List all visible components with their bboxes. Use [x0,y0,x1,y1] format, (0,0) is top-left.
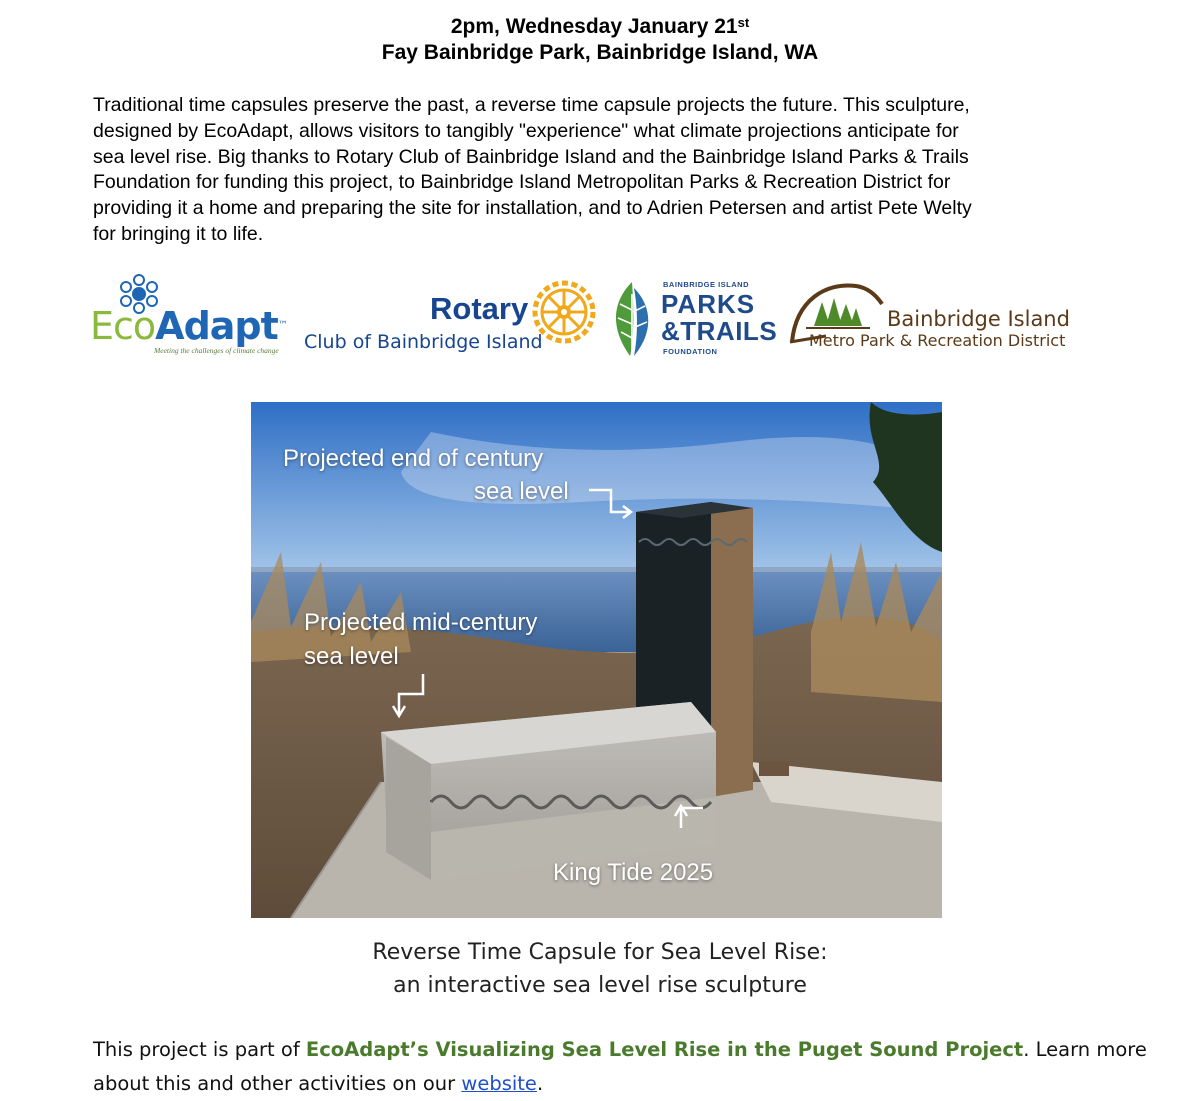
intro-line: providing it a home and preparing the site for installation, and to Adrien Petersen and artist Pete Welty [93,197,972,220]
sponsor-logos [88,270,1088,365]
mid-century-label-2: sea level [304,643,399,670]
king-tide-label: King Tide 2025 [553,859,714,886]
ecoadapt-adapt-text: Adapt [155,304,278,348]
footer-line2 [93,1067,1113,1101]
parks-line2: &TRAILS [661,316,778,346]
footer-line2-prefix: about this and other activities on our [93,1072,462,1095]
rotary-wheel-icon [532,280,596,344]
intro-line: for bringing it to life. [93,222,264,245]
parks-bottom-text: FOUNDATION [663,347,718,356]
footer-mid: . Learn more [1023,1038,1147,1061]
ecoadapt-tagline: Meeting the challenges of climate change [154,346,279,355]
footer-paragraph [93,1033,1147,1101]
event-time [0,14,1200,39]
sculpture-photo [251,402,942,918]
parks-trails-logo [608,278,788,360]
footer-suffix: . [536,1072,544,1095]
photo-caption-line1: Reverse Time Capsule for Sea Level Rise: [372,940,828,965]
metro-parks-logo [786,280,1086,362]
parks-line1: PARKS [661,289,756,319]
footer-line1 [93,1033,1147,1067]
website-link[interactable]: website [461,1072,537,1095]
photo-caption-line2: an interactive sea level rise sculpture [393,973,807,998]
metro-line2: Metro Park & Recreation District [809,331,1066,350]
date-ordinal: st [737,15,750,30]
rotary-logo [302,280,602,360]
rotary-title: Rotary [430,291,529,326]
event-location: Fay Bainbridge Park, Bainbridge Island, WA [381,41,819,64]
project-name: EcoAdapt’s Visualizing Sea Level Rise in the Puget Sound Project [305,1038,1024,1061]
event-time-text: 2pm, Wednesday January 21 [450,15,738,38]
rotary-subtitle: Club of Bainbridge Island [304,331,543,353]
end-century-label-1: Projected end of century [283,445,544,472]
end-century-label-2: sea level [474,478,569,505]
leaf-icon [608,280,656,358]
intro-line: designed by EcoAdapt, allows visitors to tangibly "experience" what climate projections anticipate for [93,119,959,142]
ecoadapt-tm: ™ [277,320,287,331]
footer-prefix: This project is part of [93,1038,306,1061]
mid-century-label-1: Projected mid-century [304,609,538,636]
intro-line: Traditional time capsules preserve the past, a reverse time capsule projects the future. This sculpture, [93,94,970,116]
intro-paragraph [93,93,1105,248]
ecoadapt-logo [88,270,298,360]
intro-line: Foundation for funding this project, to Bainbridge Island Metropolitan Parks & Recreation District for [93,171,951,194]
intro-line: sea level rise. Big thanks to Rotary Club of Bainbridge Island and the Bainbridge Island Parks & Trails [93,145,969,168]
parks-top-text: BAINBRIDGE ISLAND [663,280,750,289]
metro-line1: Bainbridge Island [887,307,1070,331]
ecoadapt-eco-text: Eco [90,304,156,348]
